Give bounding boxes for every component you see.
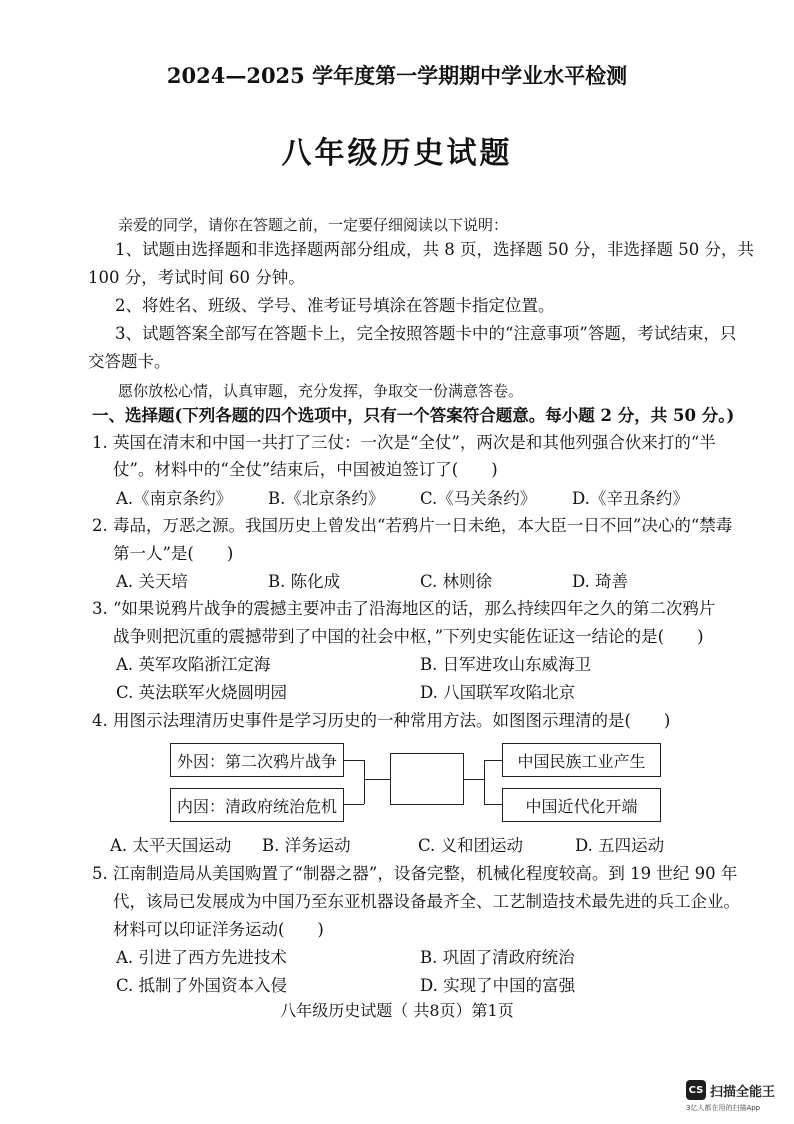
question-5-line-3: 材料可以印证洋务运动( ) — [113, 920, 324, 939]
watermark-name: 扫描全能王 — [710, 1085, 776, 1100]
connector-line — [484, 804, 502, 805]
instructions-wish: 愿你放松心情，认真审题，充分发挥，争取交一份满意答卷。 — [118, 382, 524, 400]
diagram-box-internal-cause: 内因：清政府统治危机 — [170, 788, 344, 822]
question-4-line-1: 4. 用图示法理清历史事件是学习历史的一种常用方法。如图图示理清的是( ) — [92, 711, 671, 730]
instructions-item-2: 2、将姓名、班级、学号、准考证号填涂在答题卡指定位置。 — [115, 296, 555, 315]
diagram-box-result-2: 中国近代化开端 — [502, 788, 661, 822]
question-3-line-2: 战争则把沉重的震撼带到了中国的社会中枢，”下列史实能佐证这一结论的是( ) — [113, 627, 704, 646]
section-heading: 一、选择题(下列各题的四个选项中，只有一个答案符合题意。每小题 2 分，共 50 分。) — [92, 406, 735, 425]
subject-title: 八年级历史试题 — [281, 136, 513, 171]
q4-option-d: D. 五四运动 — [575, 836, 665, 855]
q2-option-c: C. 林则徐 — [420, 572, 493, 591]
diagram-box-external-cause: 外因：第二次鸦片战争 — [170, 743, 344, 777]
scanner-watermark — [686, 1080, 786, 1116]
instructions-item-3-cont: 交答题卡。 — [88, 352, 171, 371]
q2-option-b: B. 陈化成 — [268, 572, 341, 591]
q5-option-a: A. 引进了西方先进技术 — [116, 948, 287, 967]
question-2-line-2: 第一人”是( ) — [113, 544, 234, 563]
q5-option-d: D. 实现了中国的富强 — [420, 976, 576, 995]
q4-option-b: B. 洋务运动 — [262, 836, 351, 855]
diagram-box-blank — [390, 753, 464, 805]
q1-option-a: A.《南京条约》 — [116, 489, 233, 508]
q1-option-c: C.《马关条约》 — [420, 489, 537, 508]
q1-option-d: D.《辛丑条约》 — [572, 489, 689, 508]
question-1-line-2: 仗”。材料中的“全仗”结束后，中国被迫签订了( ) — [113, 460, 498, 479]
q1-option-b: B.《北京条约》 — [268, 489, 385, 508]
connector-line — [344, 804, 364, 805]
question-2-line-1: 2. 毒品，万恶之源。我国历史上曾发出“若鸦片一日未绝，本大臣一日不回”决心的“禁毒 — [92, 516, 733, 535]
connector-line — [464, 779, 484, 780]
instructions-greeting: 亲爱的同学，请你在答题之前，一定要仔细阅读以下说明： — [118, 216, 509, 234]
instructions-item-3: 3、试题答案全部写在答题卡上，完全按照答题卡中的“注意事项”答题，考试结束，只 — [115, 324, 737, 343]
page-footer: 八年级历史试题（ 共8页）第1页 — [280, 1001, 514, 1020]
q3-option-a: A. 英军攻陷浙江定海 — [116, 655, 271, 674]
instructions-item-1-cont: 100 分，考试时间 60 分钟。 — [88, 268, 305, 287]
exam-title: 2024—2025 学年度第一学期期中学业水平检测 — [166, 63, 628, 88]
q3-option-c: C. 英法联军火烧圆明园 — [116, 683, 288, 702]
q2-option-d: D. 琦善 — [572, 572, 629, 591]
connector-line — [484, 760, 485, 804]
question-3-line-1: 3. “如果说鸦片战争的震撼主要冲击了沿海地区的话，那么持续四年之久的第二次鸦片 — [92, 599, 716, 618]
connector-line — [344, 760, 364, 761]
connector-line — [484, 760, 502, 761]
connector-line — [364, 779, 390, 780]
instructions-item-1: 1、试题由选择题和非选择题两部分组成，共 8 页，选择题 50 分，非选择题 50 分，共 — [115, 240, 754, 259]
q4-option-c: C. 义和团运动 — [418, 836, 524, 855]
q2-option-a: A. 关天培 — [116, 572, 188, 591]
q3-option-d: D. 八国联军攻陷北京 — [420, 683, 576, 702]
diagram-box-result-1: 中国民族工业产生 — [502, 743, 661, 777]
question-5-line-1: 5. 江南制造局从美国购置了“制器之器”，设备完整，机械化程度较高。到 19 世纪 90 年 — [92, 864, 738, 883]
question-1-line-1: 1. 英国在清末和中国一共打了三仗：一次是“全仗”，两次是和其他列强合伙来打的“半 — [92, 433, 716, 452]
q3-option-b: B. 日军进攻山东威海卫 — [420, 655, 592, 674]
connector-line — [364, 760, 365, 804]
camscanner-logo-icon: CS — [686, 1080, 706, 1100]
q4-option-a: A. 太平天国运动 — [110, 836, 232, 855]
watermark-subtitle: 3亿人都在用的扫描App — [686, 1104, 761, 1112]
q5-option-b: B. 巩固了清政府统治 — [420, 948, 575, 967]
question-5-line-2: 代，该局已发展成为中国乃至东亚机器设备最齐全、工艺制造技术最先进的兵工企业。 — [113, 892, 740, 911]
q5-option-c: C. 抵制了外国资本入侵 — [116, 976, 288, 995]
